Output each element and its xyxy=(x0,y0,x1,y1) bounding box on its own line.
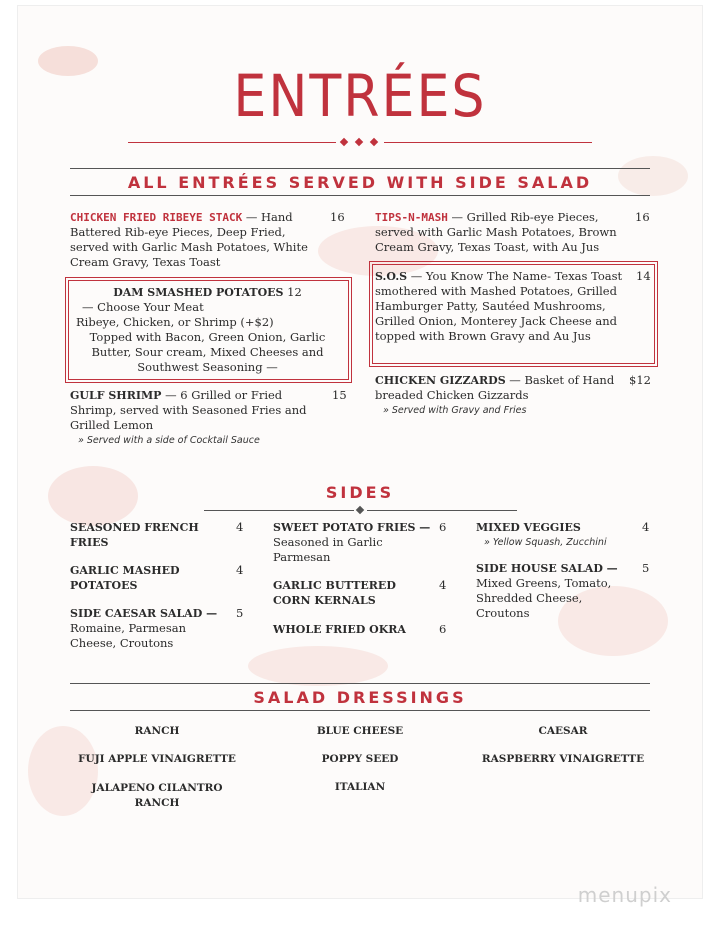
side-house-salad: SIDE HOUSE SALAD — Mixed Greens, Tomato, Shredded Cheese, Croutons xyxy=(476,562,618,620)
entree-chicken-fried: CHICKEN FRIED RIBEYE STACK — Hand Battered Rib-eye Pieces, Deep Fried, served with Garlic Mash Potatoes, White Cream Gravy, Texas Toast xyxy=(70,210,308,269)
entree-price: 16 xyxy=(635,210,650,224)
dressing-item: FUJI APPLE VINAIGRETTE xyxy=(78,753,236,765)
entree-name: CHICKEN FRIED RIBEYE STACK xyxy=(70,211,243,224)
entree-name: DAM SMASHED POTATOES xyxy=(113,286,284,299)
entree-price: 16 xyxy=(330,210,345,224)
dressings-rule-top xyxy=(70,683,650,684)
side-fries: SEASONED FRENCH FRIES xyxy=(70,521,199,549)
entree-desc: Hand Battered Rib-eye Pieces, Deep Fried, served with Garlic Mash Potatoes, White Cream Gravy, Texas Toast xyxy=(70,210,308,269)
entree-note: » Served with Gravy and Fries xyxy=(383,405,527,416)
sides-title: SIDES xyxy=(325,483,395,502)
entree-desc: Basket of Hand breaded Chicken Gizzards xyxy=(375,373,615,402)
side-corn: GARLIC BUTTERED CORN KERNALS xyxy=(273,579,396,607)
dressing-item: ITALIAN xyxy=(334,781,386,793)
title-rule-left xyxy=(128,142,336,143)
dressing-item: BLUE CHEESE xyxy=(316,725,404,737)
watermark-logo: menupix xyxy=(577,883,672,907)
entree-price: 15 xyxy=(332,388,347,402)
side-sweet-potato: SWEET POTATO FRIES — Seasoned in Garlic Parmesan xyxy=(273,521,431,564)
side-caesar: SIDE CAESAR SALAD — Romaine, Parmesan Cheese, Croutons xyxy=(70,607,218,650)
side-price: 4 xyxy=(642,520,650,534)
banner-rule-bottom xyxy=(70,195,650,196)
entree-note: » Served with a side of Cocktail Sauce xyxy=(78,435,260,446)
entrees-banner: ALL ENTRÉES SERVED WITH SIDE SALAD xyxy=(127,173,593,192)
side-price: 6 xyxy=(439,622,447,636)
entree-price: $12 xyxy=(629,373,651,387)
side-price: 5 xyxy=(236,606,244,620)
entree-desc: You Know The Name- Texas Toast smothered with Mashed Potatoes, Grilled Hamburger Patty, Sautéed Mushrooms, Grilled Onion, Monterey Jack Cheese and topped with Brown Gravy and Au Jus xyxy=(375,269,623,343)
dressings-title: SALAD DRESSINGS xyxy=(253,688,467,707)
dressing-item: JALAPENO CILANTRO RANCH xyxy=(91,782,223,809)
side-price: 5 xyxy=(642,561,650,575)
entree-desc: Grilled Rib-eye Pieces, served with Garlic Mash Potatoes, Brown Cream Gravy, Texas Toast, with Au Jus xyxy=(375,210,617,254)
entree-gizzards: CHICKEN GIZZARDS — Basket of Hand breaded Chicken Gizzards » Served with Gravy and Fries xyxy=(375,373,625,418)
entree-gulf-shrimp: GULF SHRIMP — 6 Grilled or Fried Shrimp, served with Seasoned Fries and Grilled Lemon » Served with a side of Cocktail Sauce xyxy=(70,388,325,448)
entree-desc: 6 Grilled or Fried Shrimp, served with Seasoned Fries and Grilled Lemon xyxy=(70,388,307,432)
entree-price: 12 xyxy=(287,285,302,299)
side-price: 4 xyxy=(236,520,244,534)
entree-sos: S.O.S — You Know The Name- Texas Toast smothered with Mashed Potatoes, Grilled Hamburger Patty, Sautéed Mushrooms, Grilled Onion, Monterey Jack Cheese and topped with Brown Gravy and Au Jus xyxy=(375,269,623,343)
sides-rule-right xyxy=(367,510,517,511)
side-mashed: GARLIC MASHED POTATOES xyxy=(70,564,180,592)
sides-rule-left xyxy=(204,510,354,511)
side-okra: WHOLE FRIED OKRA xyxy=(273,623,406,636)
entree-name: S.O.S xyxy=(375,270,408,283)
dressing-item: POPPY SEED xyxy=(321,753,399,765)
entree-name: CHICKEN GIZZARDS xyxy=(375,374,506,387)
title-rule-right xyxy=(384,142,592,143)
side-price: 4 xyxy=(236,563,244,577)
entree-dam-smashed: DAM SMASHED POTATOES 12 — Choose Your Meat Ribeye, Chicken, or Shrimp (+$2) Topped with Bacon, Green Onion, Garlic Butter, Sour cream, Mixed Cheeses and Southwest Seasoning — xyxy=(76,285,326,374)
side-price: 4 xyxy=(439,578,447,592)
entree-name: GULF SHRIMP xyxy=(70,389,162,402)
dressings-rule-bottom xyxy=(70,710,650,711)
page-title: ENTRÉES xyxy=(233,62,487,130)
entree-tips-n-mash: TIPS-N-MASH — Grilled Rib-eye Pieces, served with Garlic Mash Potatoes, Brown Cream Gravy, Texas Toast, with Au Jus xyxy=(375,210,617,254)
dressing-item: RANCH xyxy=(134,725,180,737)
side-veggies: MIXED VEGGIES » Yellow Squash, Zucchini xyxy=(476,521,607,548)
entree-name: TIPS-N-MASH xyxy=(375,211,448,224)
side-price: 6 xyxy=(439,520,447,534)
entree-price: 14 xyxy=(636,269,651,283)
dressing-item: RASPBERRY VINAIGRETTE xyxy=(481,753,645,765)
banner-rule-top xyxy=(70,168,650,169)
dressing-item: CAESAR xyxy=(538,725,588,737)
